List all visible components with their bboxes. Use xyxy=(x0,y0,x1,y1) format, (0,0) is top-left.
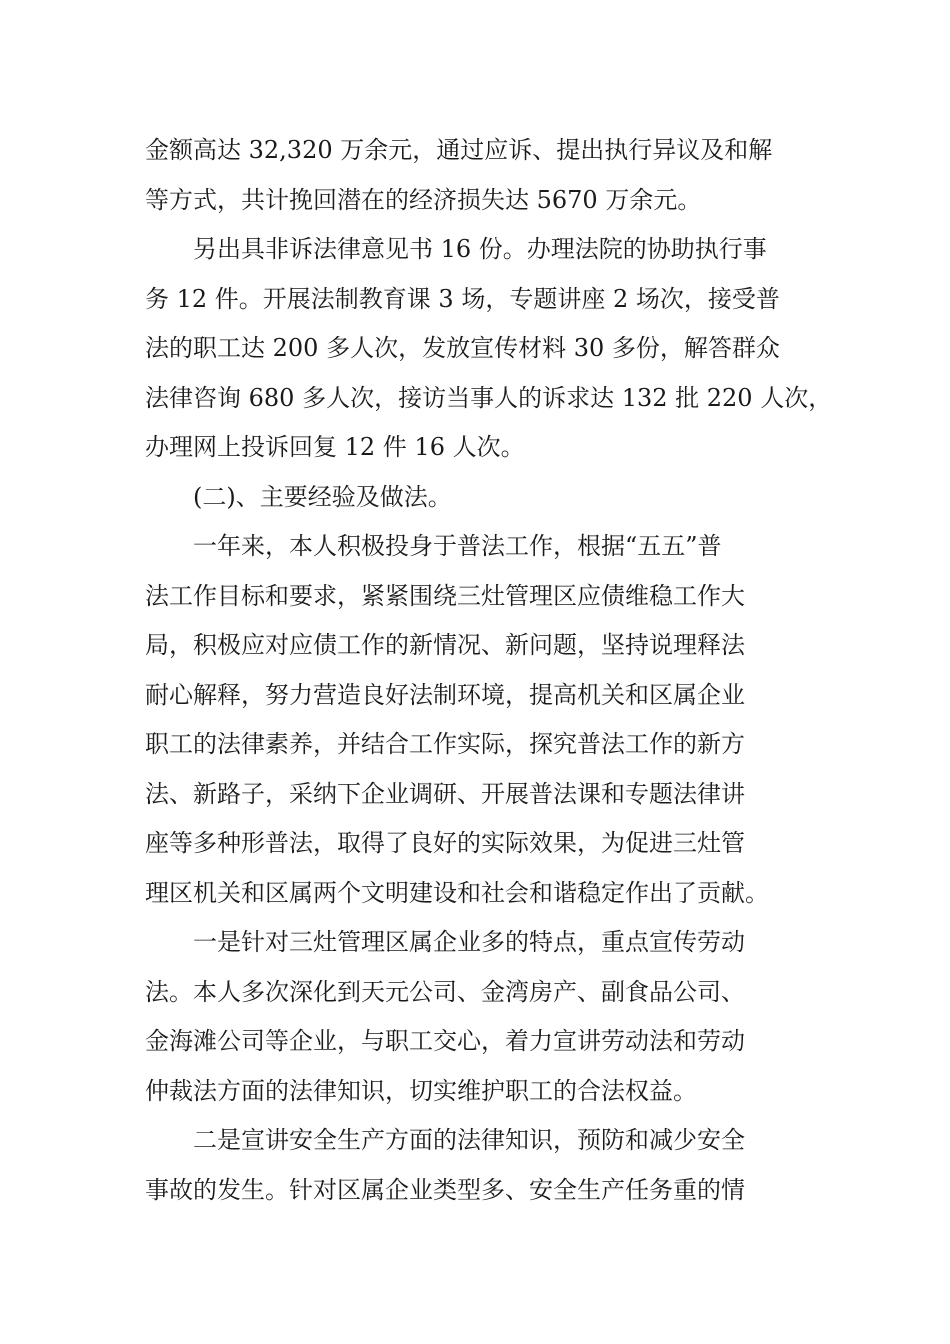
text-line: 等方式，共计挽回潜在的经济损失达 5670 万余元。 xyxy=(145,185,702,214)
paragraph-3 xyxy=(145,522,810,918)
text-line: 理区机关和区属两个文明建设和社会和谐稳定作出了贡献。 xyxy=(145,878,769,907)
text-line: 耐心解释，努力营造良好法制环境，提高机关和区属企业 xyxy=(145,680,745,709)
text-line: 事故的发生。针对区属企业类型多、安全生产任务重的情 xyxy=(145,1175,745,1204)
text-line: 另出具非诉法律意见书 16 份。办理法院的协助执行事 xyxy=(193,235,767,263)
text-line: 一是针对三灶管理区属企业多的特点，重点宣传劳动 xyxy=(193,928,745,956)
text-line: 局，积极应对应债工作的新情况、新问题，坚持说理释法 xyxy=(145,631,745,659)
text-line: 办理网上投诉回复 12 件 16 人次。 xyxy=(145,433,525,461)
text-line: 职工的法律素养，并结合工作实际，探究普法工作的新方 xyxy=(145,730,745,758)
text-line: 金海滩公司等企业，与职工交心，着力宣讲劳动法和劳动 xyxy=(145,1027,745,1055)
text-line: 法的职工达 200 多人次，发放宣传材料 30 多份，解答群众 xyxy=(145,334,780,362)
text-line: (二)、主要经验及做法。 xyxy=(193,482,452,511)
text-line: 一年来，本人积极投身于普法工作，根据“五五”普 xyxy=(193,532,722,560)
text-line: 座等多种形普法，取得了良好的实际效果，为促进三灶管 xyxy=(145,829,745,857)
text-line: 金额高达 32,320 万余元，通过应诉、提出执行异议及和解 xyxy=(145,136,773,164)
paragraph-5 xyxy=(145,1116,810,1215)
text-line: 法、新路子，采纳下企业调研、开展普法课和专题法律讲 xyxy=(145,779,745,808)
document-body xyxy=(145,126,833,1215)
text-line: 法律咨询 680 多人次，接访当事人的诉求达 132 批 220 人次， xyxy=(145,383,833,412)
text-line: 仲裁法方面的法律知识，切实维护职工的合法权益。 xyxy=(145,1076,697,1105)
text-line: 务 12 件。开展法制教育课 3 场，专题讲座 2 场次，接受普 xyxy=(145,284,780,313)
paragraph-4 xyxy=(145,918,810,1116)
paragraph-2 xyxy=(145,225,833,473)
text-line: 二是宣讲安全生产方面的法律知识，预防和减少安全 xyxy=(193,1126,745,1154)
text-line: 法。本人多次深化到天元公司、金湾房产、副食品公司、 xyxy=(145,977,745,1006)
text-line: 法工作目标和要求，紧紧围绕三灶管理区应债维稳工作大 xyxy=(145,581,745,610)
paragraph-1 xyxy=(145,126,810,225)
section-heading xyxy=(145,473,810,523)
